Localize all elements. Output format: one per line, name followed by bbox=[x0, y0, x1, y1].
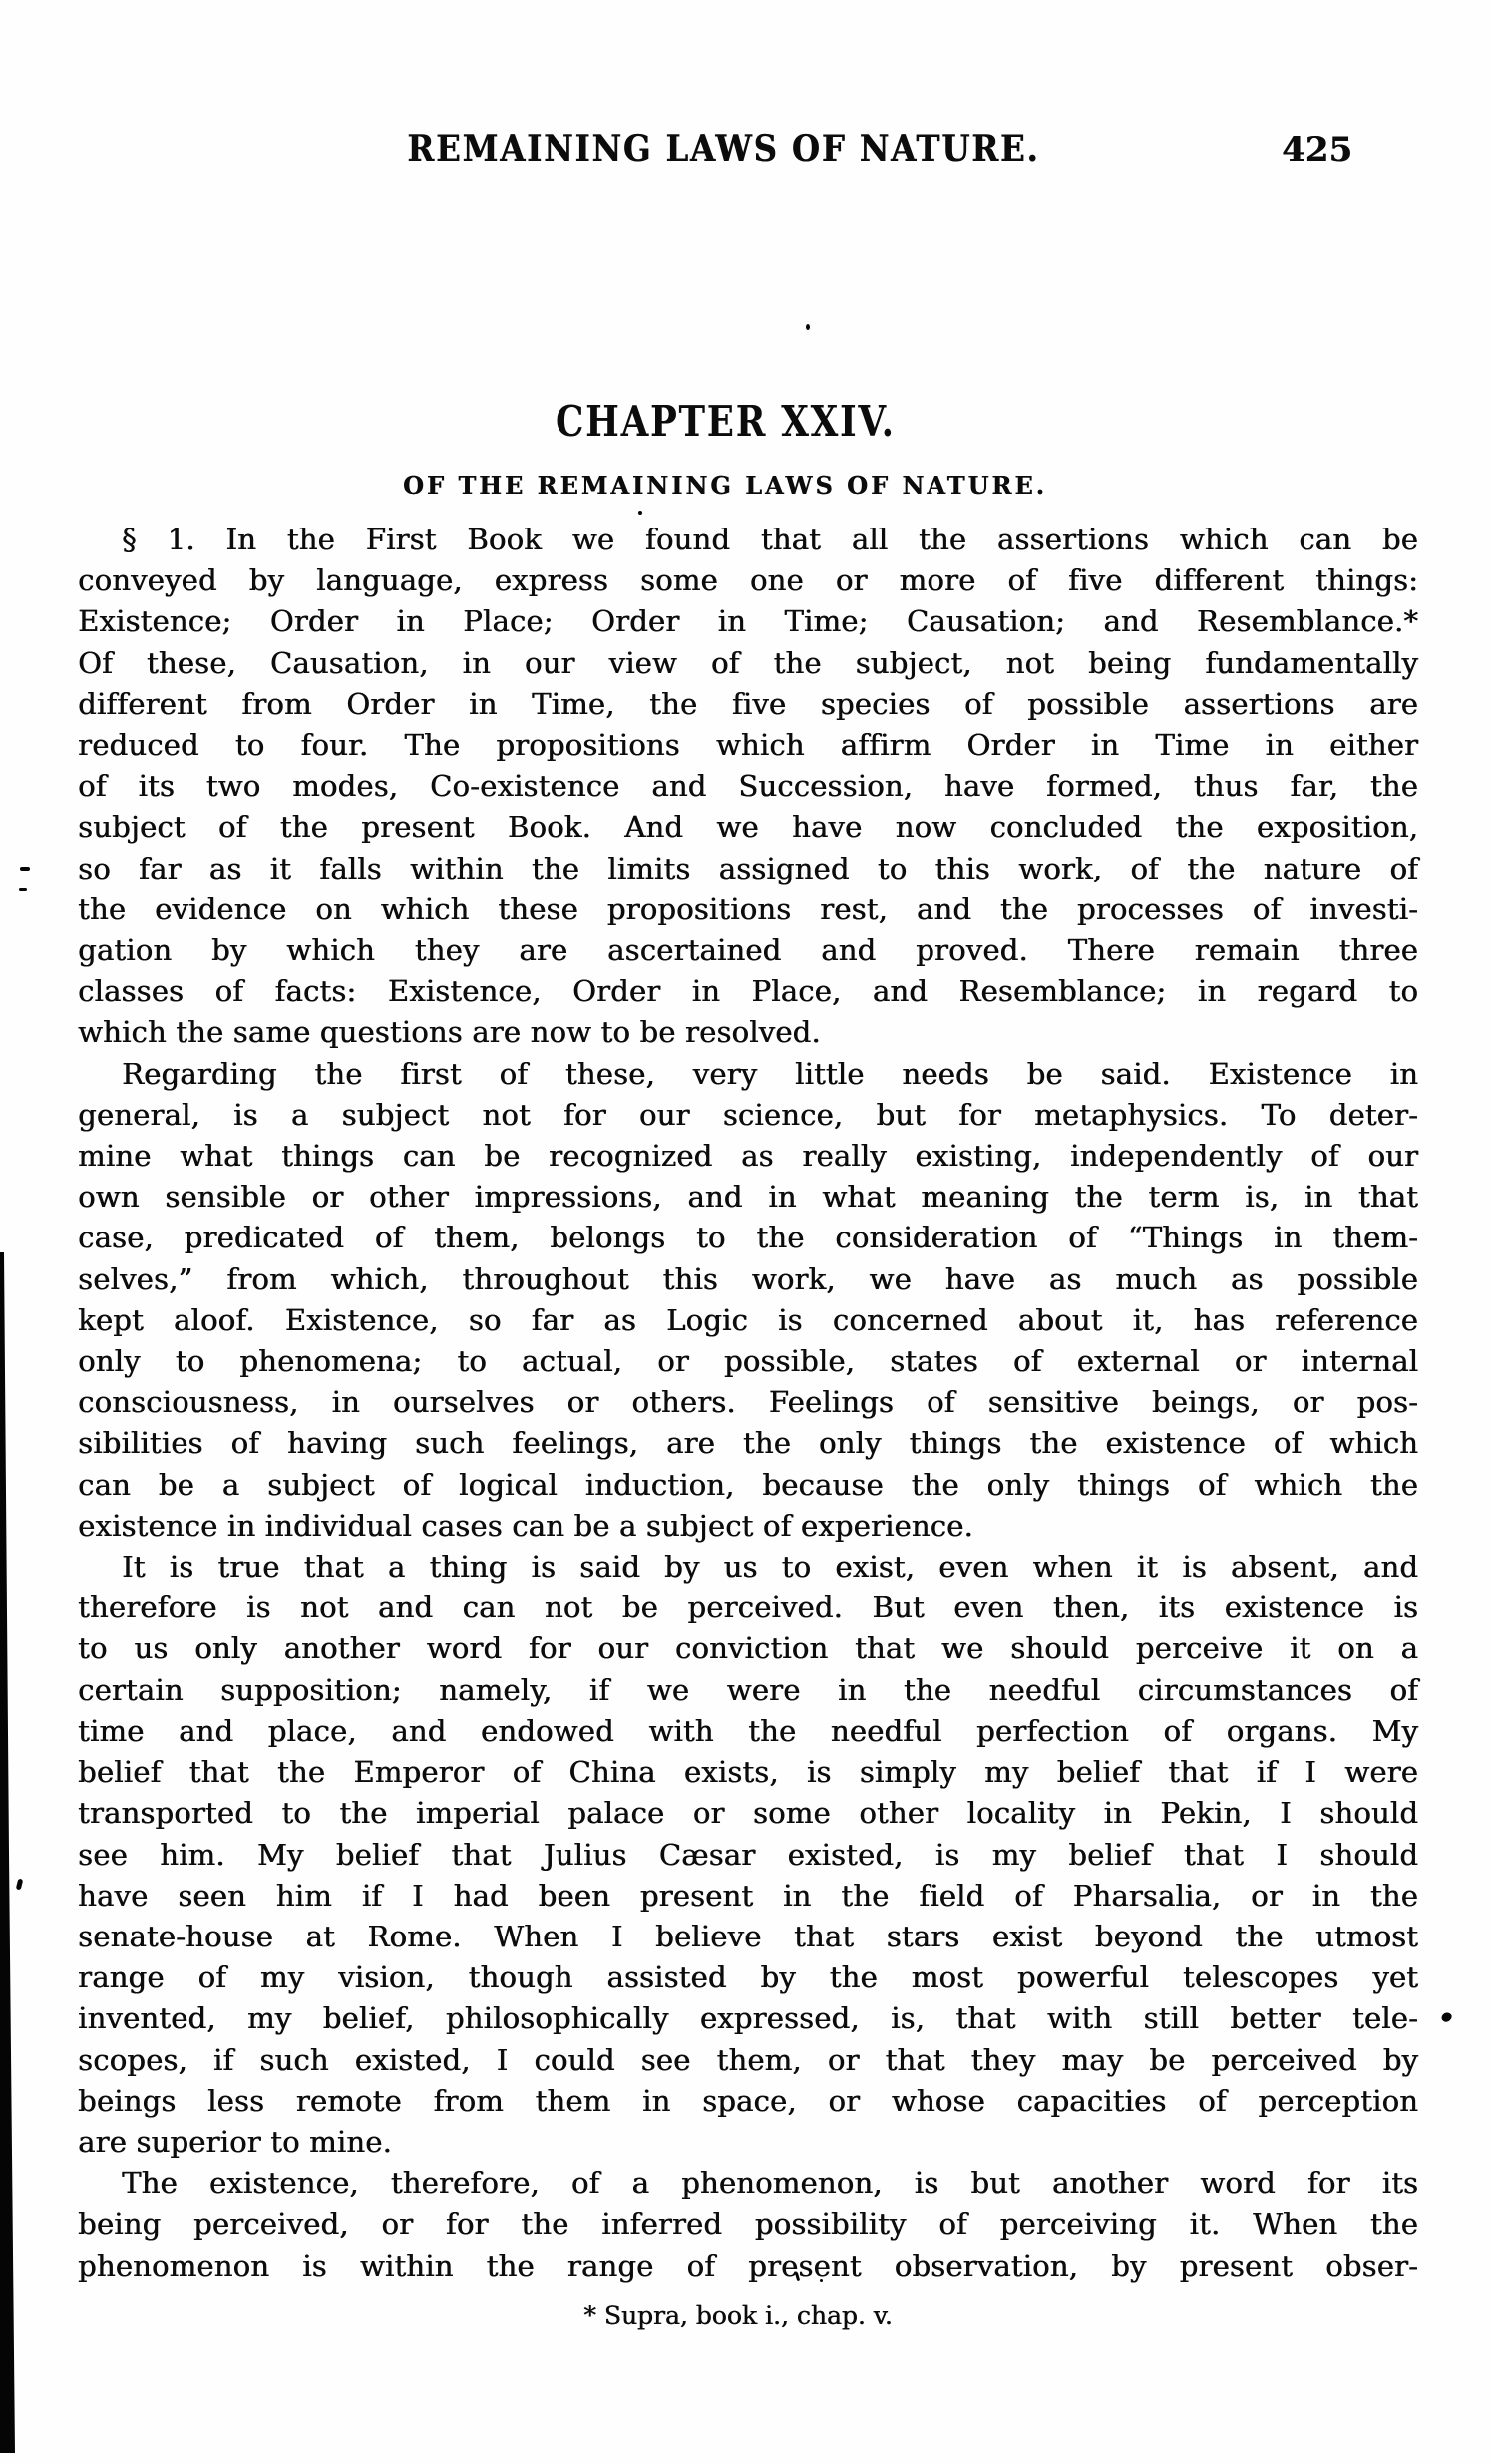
paragraph-3 bbox=[78, 1547, 1418, 2163]
paragraph-4 bbox=[78, 2163, 1418, 2287]
ink-mark bbox=[20, 867, 30, 871]
text-line: existence in individual cases can be a subject of experience. bbox=[78, 1508, 973, 1543]
text-line: range of my vision, though assisted by the most powerful telescopes yet bbox=[78, 1960, 1418, 1995]
text-line: selves,” from which, throughout this work, we have as much as possible bbox=[78, 1261, 1418, 1296]
text-line: senate-house at Rome. When I believe that stars exist beyond the utmost bbox=[78, 1919, 1418, 1953]
text-line: Existence; Order in Place; Order in Time; Causation; and Resemblance.* bbox=[78, 604, 1418, 639]
ink-mark bbox=[16, 1879, 24, 1891]
text-line: gation by which they are ascertained and proved. There remain three bbox=[78, 933, 1418, 968]
text-line: to us only another word for our conviction that we should perceive it on a bbox=[78, 1631, 1418, 1666]
text-line: invented, my belief, philosophically expressed, is, that with still better tele- bbox=[78, 2001, 1418, 2036]
text-line: are superior to mine. bbox=[78, 2124, 392, 2159]
chapter-heading bbox=[0, 397, 1450, 446]
text-line: therefore is not and can not be perceived. But even then, its existence is bbox=[78, 1590, 1418, 1625]
text-line: belief that the Emperor of China exists, is simply my belief that if I were bbox=[78, 1755, 1418, 1790]
text-line: conveyed by language, express some one or more of five different things: bbox=[78, 563, 1418, 598]
text-line: mine what things can be recognized as really existing, independently of our bbox=[78, 1139, 1418, 1174]
ink-mark bbox=[1440, 2010, 1453, 2023]
ink-mark bbox=[806, 324, 810, 330]
page-number: 425 bbox=[1282, 130, 1352, 170]
chapter-subtitle: OF THE REMAINING LAWS OF NATURE. bbox=[403, 471, 1047, 500]
text-line: which the same questions are now to be resolved. bbox=[78, 1015, 821, 1050]
text-line: time and place, and endowed with the needful perfection of organs. My bbox=[78, 1713, 1418, 1748]
text-line: see him. My belief that Julius Cæsar existed, is my belief that I should bbox=[78, 1837, 1418, 1872]
text-line: general, is a subject not for our science, but for metaphysics. To deter- bbox=[78, 1097, 1418, 1132]
page-body bbox=[78, 520, 1418, 2287]
text-line: § 1. In the First Book we found that all the assertions which can be bbox=[122, 523, 1418, 556]
scan-binding-bar bbox=[0, 1252, 16, 2453]
text-line: Of these, Causation, in our view of the subject, not being fundamentally bbox=[78, 645, 1418, 680]
text-line: only to phenomena; to actual, or possible, states of external or internal bbox=[78, 1344, 1418, 1379]
text-line: reduced to four. The propositions which affirm Order in Time in either bbox=[78, 728, 1418, 763]
text-line: have seen him if I had been present in the field of Pharsalia, or in the bbox=[78, 1878, 1418, 1913]
text-line: the evidence on which these propositions rest, and the processes of investi- bbox=[78, 891, 1418, 926]
text-line: beings less remote from them in space, or whose capacities of perception bbox=[78, 2083, 1418, 2118]
text-line: different from Order in Time, the five species of possible assertions are bbox=[78, 686, 1418, 721]
ink-mark bbox=[638, 511, 642, 515]
chapter-heading-text: CHAPTER XXIV. bbox=[555, 397, 896, 446]
text-line: own sensible or other impressions, and in what meaning the term is, in that bbox=[78, 1180, 1418, 1215]
text-line: kept aloof. Existence, so far as Logic is concerned about it, has reference bbox=[78, 1302, 1418, 1337]
paragraph-1 bbox=[78, 520, 1418, 1054]
text-line: of its two modes, Co-existence and Succession, have formed, thus far, the bbox=[78, 769, 1418, 804]
text-line: Regarding the first of these, very little needs be said. Existence in bbox=[122, 1056, 1418, 1091]
paragraph-2 bbox=[78, 1054, 1418, 1547]
footnote: * Supra, book i., chap. v. bbox=[583, 2301, 893, 2330]
text-line: case, predicated of them, belongs to the consideration of “Things in them- bbox=[78, 1221, 1418, 1255]
text-line: The existence, therefore, of a phenomenon, is but another word for its bbox=[122, 2166, 1418, 2201]
text-line: being perceived, or for the inferred possibility of perceiving it. When the bbox=[78, 2207, 1418, 2242]
text-line: certain supposition; namely, if we were in the needful circumstances of bbox=[78, 1672, 1418, 1707]
text-line: scopes, if such existed, I could see them, or that they may be perceived by bbox=[78, 2042, 1418, 2077]
text-line: can be a subject of logical induction, because the only things of which the bbox=[78, 1467, 1418, 1502]
text-line: phenomenon is within the range of present observation, by present obser- bbox=[78, 2248, 1418, 2283]
text-line: subject of the present Book. And we have now concluded the exposition, bbox=[78, 810, 1418, 845]
running-header-title: REMAINING LAWS OF NATURE. bbox=[406, 128, 1040, 170]
text-line: sibilities of having such feelings, are the only things the existence of which bbox=[78, 1426, 1418, 1461]
text-line: transported to the imperial palace or some other locality in Pekin, I should bbox=[78, 1796, 1418, 1831]
running-head bbox=[0, 128, 1446, 170]
ink-mark bbox=[19, 888, 27, 891]
text-line: so far as it falls within the limits assigned to this work, of the nature of bbox=[78, 851, 1418, 885]
text-line: It is true that a thing is said by us to exist, even when it is absent, and bbox=[122, 1550, 1418, 1584]
text-line: consciousness, in ourselves or others. Feelings of sensitive beings, or pos- bbox=[78, 1385, 1418, 1420]
text-line: classes of facts: Existence, Order in Place, and Resemblance; in regard to bbox=[78, 974, 1418, 1009]
